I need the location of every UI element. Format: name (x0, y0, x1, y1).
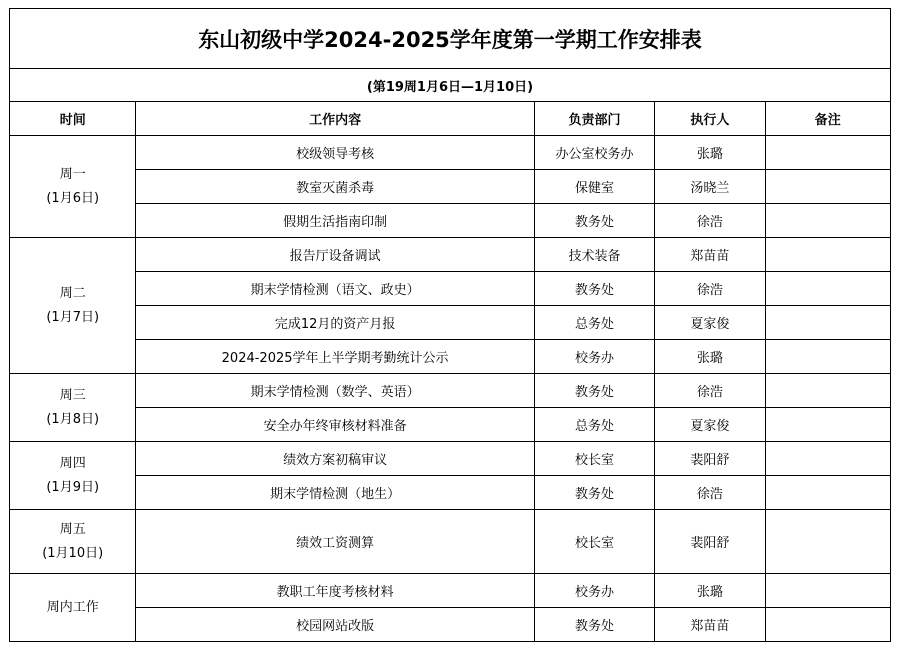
person-cell: 张璐 (655, 340, 765, 374)
dept-cell: 办公室校务办 (534, 136, 654, 170)
person-cell: 夏家俊 (655, 306, 765, 340)
page-title: 东山初级中学2024-2025学年度第一学期工作安排表 (10, 9, 891, 69)
person-cell: 徐浩 (655, 476, 765, 510)
task-cell: 校园网站改版 (136, 608, 534, 642)
day-cell (10, 442, 136, 510)
week-subtitle: (第19周1月6日—1月10日) (10, 69, 891, 102)
header-note: 备注 (765, 102, 890, 136)
day-cell (10, 574, 136, 642)
table-row (10, 204, 891, 238)
dept-cell: 教务处 (534, 476, 654, 510)
note-cell (765, 238, 890, 272)
dept-cell: 保健室 (534, 170, 654, 204)
person-cell: 张璐 (655, 136, 765, 170)
table-row (10, 408, 891, 442)
task-cell: 绩效方案初稿审议 (136, 442, 534, 476)
schedule-sheet (9, 8, 891, 642)
dept-cell: 校务办 (534, 340, 654, 374)
person-cell: 张璐 (655, 574, 765, 608)
day-date: (1月9日) (46, 479, 100, 495)
day-date: (1月7日) (46, 309, 100, 325)
day-name: 周三 (59, 387, 86, 403)
day-name: 周二 (59, 285, 86, 301)
day-name: 周内工作 (46, 599, 99, 615)
dept-cell: 教务处 (534, 272, 654, 306)
schedule-body (10, 136, 891, 642)
dept-cell: 技术装备 (534, 238, 654, 272)
note-cell (765, 170, 890, 204)
header-row (10, 102, 891, 136)
task-cell: 安全办年终审核材料准备 (136, 408, 534, 442)
day-date: (1月10日) (42, 545, 104, 561)
table-row (10, 170, 891, 204)
note-cell (765, 306, 890, 340)
dept-cell: 教务处 (534, 374, 654, 408)
note-cell (765, 374, 890, 408)
task-cell: 教室灭菌杀毒 (136, 170, 534, 204)
task-cell: 假期生活指南印制 (136, 204, 534, 238)
header-time: 时间 (10, 102, 136, 136)
person-cell: 裴阳舒 (655, 442, 765, 476)
task-cell: 期末学情检测（地生） (136, 476, 534, 510)
table-row (10, 306, 891, 340)
note-cell (765, 442, 890, 476)
person-cell: 徐浩 (655, 374, 765, 408)
note-cell (765, 136, 890, 170)
person-cell: 徐浩 (655, 204, 765, 238)
day-cell (10, 510, 136, 574)
day-name: 周五 (59, 521, 86, 537)
dept-cell: 总务处 (534, 408, 654, 442)
dept-cell: 教务处 (534, 608, 654, 642)
dept-cell: 校务办 (534, 574, 654, 608)
day-cell (10, 136, 136, 238)
table-row (10, 510, 891, 574)
task-cell: 教职工年度考核材料 (136, 574, 534, 608)
task-cell: 期末学情检测（语文、政史） (136, 272, 534, 306)
person-cell: 郑苗苗 (655, 238, 765, 272)
schedule-table (9, 8, 891, 642)
task-cell: 2024-2025学年上半学期考勤统计公示 (136, 340, 534, 374)
table-row (10, 340, 891, 374)
note-cell (765, 476, 890, 510)
dept-cell: 总务处 (534, 306, 654, 340)
header-content: 工作内容 (136, 102, 534, 136)
note-cell (765, 340, 890, 374)
task-cell: 完成12月的资产月报 (136, 306, 534, 340)
header-dept: 负责部门 (534, 102, 654, 136)
task-cell: 期末学情检测（数学、英语） (136, 374, 534, 408)
note-cell (765, 272, 890, 306)
dept-cell: 教务处 (534, 204, 654, 238)
person-cell: 郑苗苗 (655, 608, 765, 642)
note-cell (765, 510, 890, 574)
table-row (10, 574, 891, 608)
note-cell (765, 574, 890, 608)
table-row (10, 442, 891, 476)
day-name: 周一 (59, 166, 86, 182)
day-date: (1月6日) (46, 190, 100, 206)
table-row (10, 136, 891, 170)
day-name: 周四 (59, 455, 86, 471)
task-cell: 校级领导考核 (136, 136, 534, 170)
day-cell (10, 238, 136, 374)
note-cell (765, 204, 890, 238)
day-cell (10, 374, 136, 442)
task-cell: 报告厅设备调试 (136, 238, 534, 272)
person-cell: 夏家俊 (655, 408, 765, 442)
dept-cell: 校长室 (534, 510, 654, 574)
note-cell (765, 408, 890, 442)
day-date: (1月8日) (46, 411, 100, 427)
person-cell: 汤晓兰 (655, 170, 765, 204)
table-row (10, 374, 891, 408)
person-cell: 裴阳舒 (655, 510, 765, 574)
table-row (10, 238, 891, 272)
note-cell (765, 608, 890, 642)
dept-cell: 校长室 (534, 442, 654, 476)
task-cell: 绩效工资测算 (136, 510, 534, 574)
header-person: 执行人 (655, 102, 765, 136)
table-row (10, 476, 891, 510)
person-cell: 徐浩 (655, 272, 765, 306)
table-row (10, 272, 891, 306)
table-row (10, 608, 891, 642)
